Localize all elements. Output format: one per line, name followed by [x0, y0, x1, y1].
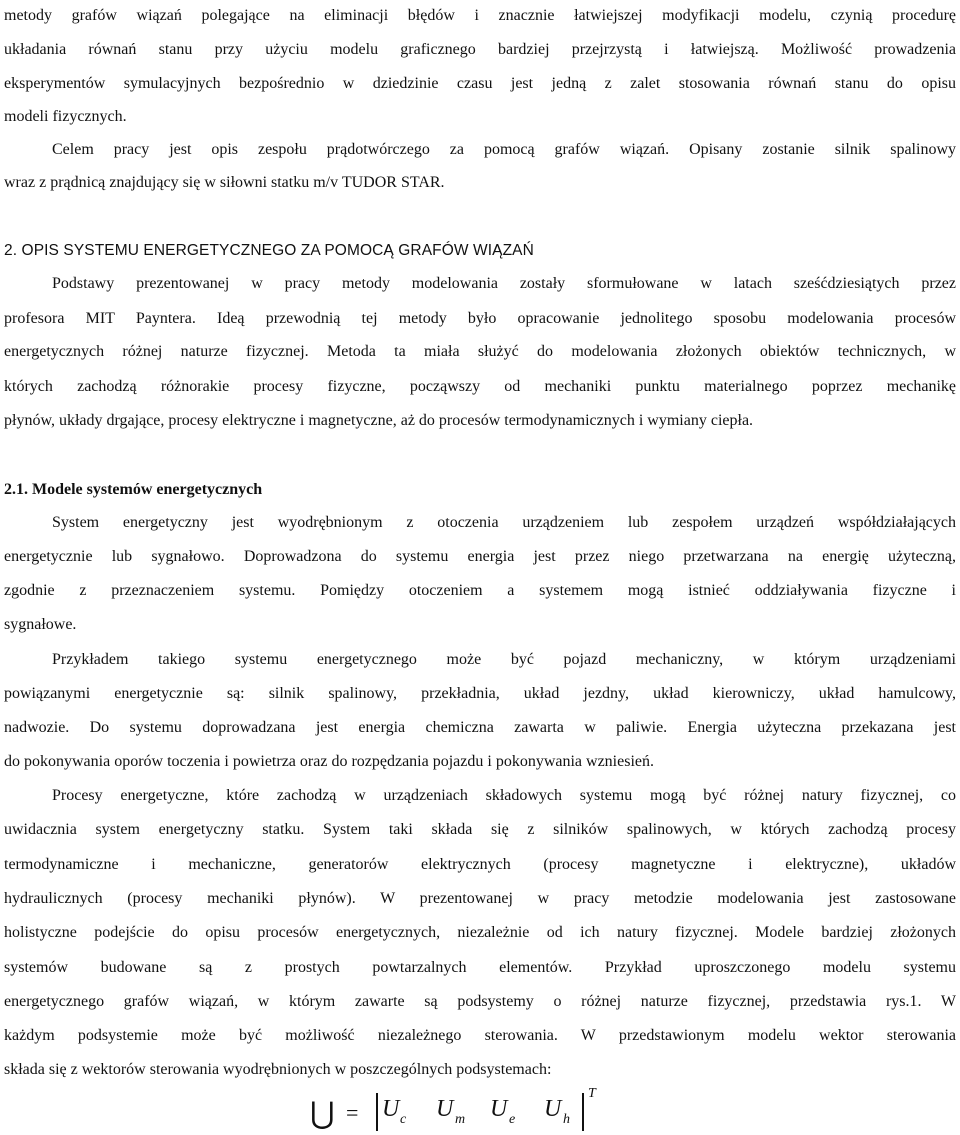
formula-term: U [544, 1096, 562, 1122]
right-bracket [582, 1093, 584, 1131]
formula-subscript: c [400, 1112, 407, 1127]
text-line: sygnałowe. [4, 616, 77, 633]
section-heading: 2. OPIS SYSTEMU ENERGETYCZNEGO ZA POMOCĄ GRAFÓW WIĄZAŃ [4, 242, 534, 259]
union-symbol: ⋃ [310, 1097, 335, 1130]
text-line: energetycznego grafów wiązań, w którym zawarte są podsystemy o różnej naturze fizycznej, przedstawia rys.1. W [4, 993, 956, 1010]
text-line: holistyczne podejście do opisu procesów energetycznych, niezależnie od ich natury fizycznej. Modele bardziej złożonych [4, 924, 956, 941]
text-line: układania równań stanu przy użyciu modelu graficznego bardziej przejrzystą i łatwiejszą. Możliwość prowadzenia [4, 41, 956, 58]
subsection-heading: 2.1. Modele systemów energetycznych [4, 481, 263, 498]
text-line: zgodnie z przeznaczeniem systemu. Pomiędzy otoczeniem a systemem mogą istnieć oddziaływania fizyczne i [4, 582, 956, 599]
text-line: eksperymentów symulacyjnych bezpośrednio w dziedzinie czasu jest jedną z zalet stosowania równań stanu do opisu [4, 75, 956, 92]
transpose-superscript: T [588, 1086, 596, 1101]
text-line: System energetyczny jest wyodrębnionym z otoczenia urządzeniem lub zespołem urządzeń współdziałających [52, 514, 956, 531]
text-line: do pokonywania oporów toczenia i powietrza oraz do rozpędzania pojazdu i pokonywania wzniesień. [4, 753, 654, 770]
text-line: każdym podsystemie może być możliwość niezależnego sterowania. W przedstawionym modelu wektor sterowania [4, 1027, 956, 1044]
text-line: których zachodzą różnorakie procesy fizyczne, począwszy od mechaniki punktu materialnego poprzez mechanikę [4, 378, 956, 395]
text-line: metody grafów wiązań polegające na eliminacji błędów i znacznie łatwiejszej modyfikacji modelu, czynią procedurę [4, 7, 956, 24]
text-line: termodynamiczne i mechaniczne, generatorów elektrycznych (procesy magnetyczne i elektryczne), układów [4, 856, 956, 873]
text-line: uwidacznia system energetyczny statku. System taki składa się z silników spalinowych, w których zachodzą procesy [4, 821, 956, 838]
text-line: systemów budowane są z prostych powtarzalnych elementów. Przykład uproszczonego modelu systemu [4, 959, 956, 976]
formula-subscript: e [509, 1112, 516, 1127]
text-line: Celem pracy jest opis zespołu prądotwórczego za pomocą grafów wiązań. Opisany zostanie silnik spalinowy [52, 141, 956, 158]
text-line: Przykładem takiego systemu energetycznego może być pojazd mechaniczny, w którym urządzeniami [52, 651, 956, 668]
text-line: Podstawy prezentowanej w pracy metody modelowania zostały sformułowane w latach sześćdziesiątych przez [52, 275, 956, 292]
equals-sign: = [346, 1100, 359, 1125]
text-line: nadwozie. Do systemu doprowadzana jest energia chemiczna zawarta w paliwie. Energia użyteczna przekazana jest [4, 719, 956, 736]
text-line: składa się z wektorów sterowania wyodrębnionych w poszczególnych podsystemach: [4, 1061, 552, 1078]
text-line: powiązanymi energetycznie są: silnik spalinowy, przekładnia, układ jezdny, układ kierowniczy, układ hamulcowy, [4, 685, 956, 702]
left-bracket [376, 1093, 378, 1131]
formula-term: U [382, 1096, 400, 1122]
text-line: profesora MIT Payntera. Ideą przewodnią tej metody było opracowanie jednolitego sposobu modelowania procesów [4, 310, 956, 327]
text-line: płynów, układy drgające, procesy elektryczne i magnetyczne, aż do procesów termodynamicznych i wymiany ciepła. [4, 412, 754, 429]
formula-term: U [490, 1096, 508, 1122]
text-line: Procesy energetyczne, które zachodzą w urządzeniach składowych systemu mogą być różnej natury fizycznej, co [52, 787, 956, 804]
formula-term: U [436, 1096, 454, 1122]
formula-subscript: m [455, 1112, 466, 1127]
text-line: energetycznie lub sygnałowo. Doprowadzona do systemu energia jest przez niego przetwarzana na energię użyteczną, [4, 548, 956, 565]
formula-subscript: h [563, 1112, 570, 1127]
text-line: energetycznych różnej naturze fizycznej. Metoda ta miała służyć do modelowania złożonych obiektów technicznych, w [4, 343, 956, 360]
text-line: hydraulicznych (procesy mechaniki płynów). W prezentowanej w pracy metodzie modelowania jest zastosowane [4, 890, 956, 907]
control-vector-formula [310, 1086, 630, 1134]
text-line: wraz z prądnicą znajdujący się w siłowni statku m/v TUDOR STAR. [4, 174, 445, 191]
text-line: modeli fizycznych. [4, 108, 127, 125]
